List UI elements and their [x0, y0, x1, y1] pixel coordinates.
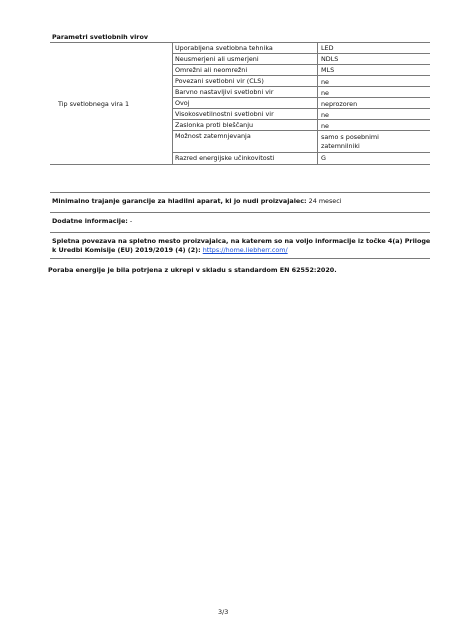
param-name: Ovoj [175, 99, 190, 107]
weblink-text-line2 [52, 246, 288, 254]
param-value: zatemnilniki [321, 142, 360, 150]
row-separator [172, 64, 430, 65]
param-name: Neusmerjeni ali usmerjeni [175, 55, 259, 63]
guarantee-line [52, 197, 342, 205]
param-name: Razred energijske učinkovitosti [175, 154, 275, 162]
param-value: ne [321, 111, 329, 119]
guarantee-label: Minimalno trajanje garancije za hladilni aparat, ki jo nudi proizvajalec: [52, 197, 307, 205]
param-value: samo s posebnimi [321, 133, 379, 141]
param-value: LED [321, 44, 334, 52]
param-name: Barvno nastavljivi svetlobni vir [175, 88, 274, 96]
section-rule [50, 232, 430, 233]
manufacturer-link[interactable]: https://home.liebherr.com/ [202, 246, 288, 254]
weblink-label: k Uredbi Komisije (EU) 2019/2019 (4) (2): [52, 246, 201, 254]
row-separator [172, 86, 430, 87]
row-separator [172, 53, 430, 54]
table-bottom-rule [50, 164, 430, 165]
param-value: NDLS [321, 55, 339, 63]
param-name: Zaslonka proti bleščanju [175, 121, 254, 129]
row-separator [172, 152, 430, 153]
energy-consumption-note: Poraba energije je bila potrjena z ukrepi v skladu s standardom EN 62552:2020. [48, 266, 337, 274]
param-name: Povezani svetlobni vir (CLS) [175, 77, 264, 85]
weblink-text-line1: Spletna povezava na spletno mesto proizvajalca, na katerem so na voljo informacije iz točke 4(a) Priloge [52, 237, 431, 245]
section-rule [50, 258, 430, 259]
row-separator [172, 119, 430, 120]
param-value: ne [321, 78, 329, 86]
param-value: ne [321, 89, 329, 97]
param-name: Uporabljena svetlobna tehnika [175, 44, 273, 52]
section-title: Parametri svetlobnih virov [52, 33, 148, 41]
row-separator [172, 75, 430, 76]
guarantee-value: 24 meseci [308, 197, 342, 205]
row-separator [172, 130, 430, 131]
row-separator [172, 97, 430, 98]
table-divider-left [172, 42, 173, 164]
param-value: neprozoren [321, 100, 358, 108]
param-name: Omrežni ali neomrežni [175, 66, 248, 74]
param-name: Visokosvetilnostni svetlobni vir [175, 110, 274, 118]
table-top-rule [50, 42, 430, 43]
param-value: G [321, 154, 326, 162]
section-rule [50, 212, 430, 213]
additional-info-value: - [129, 217, 133, 225]
table-divider-right [317, 42, 318, 164]
param-value: ne [321, 122, 329, 130]
page-number: 3/3 [218, 608, 229, 616]
section-rule [50, 192, 430, 193]
param-value: MLS [321, 66, 335, 74]
light-source-type-label: Tip svetlobnega vira 1 [58, 100, 130, 108]
additional-info-label: Dodatne informacije: [52, 217, 128, 225]
row-separator [172, 108, 430, 109]
additional-info-line [52, 217, 132, 225]
param-name: Možnost zatemnjevanja [175, 132, 251, 140]
